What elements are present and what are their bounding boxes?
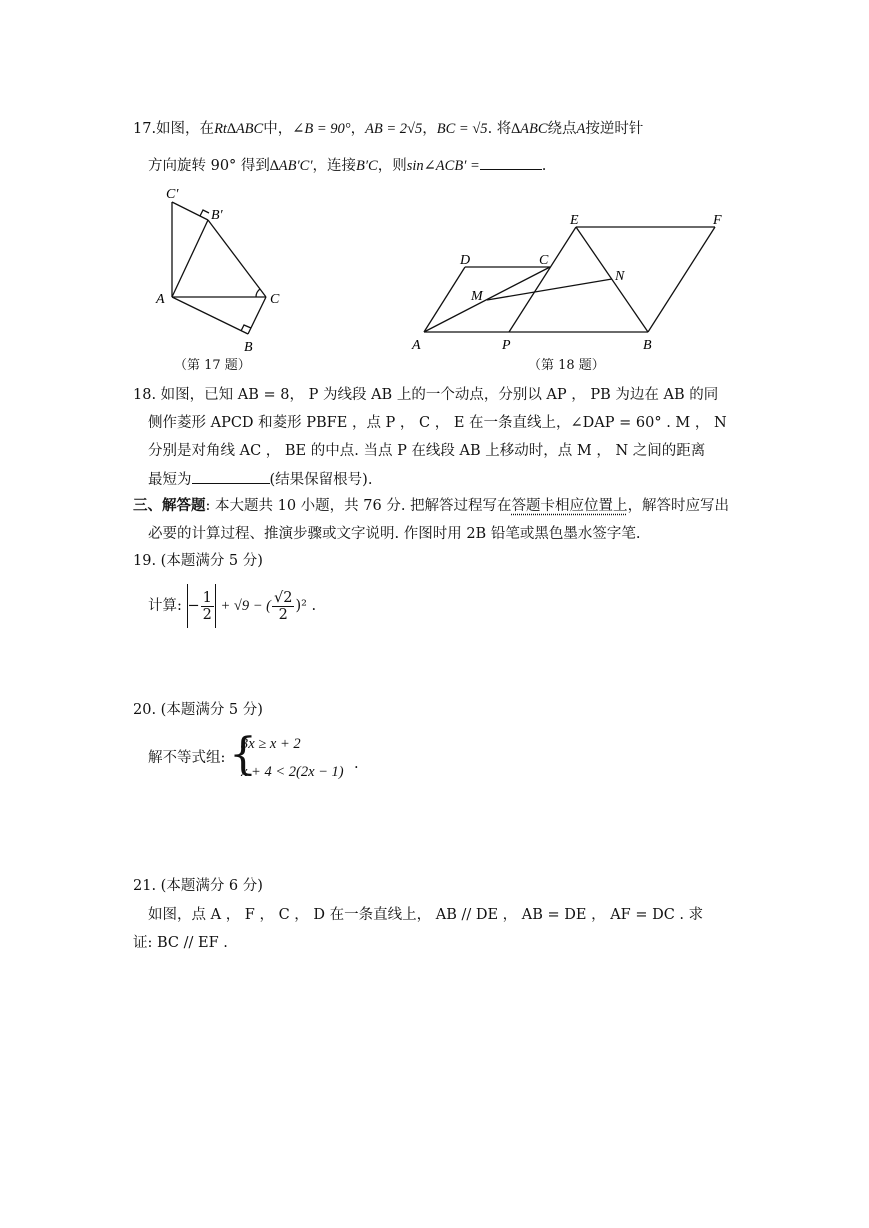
section-3-line-2: 必要的计算过程、推演步骤或文字说明. 作图时用 2B 铅笔或黑色墨水签字笔. [148, 526, 641, 542]
segment-B-prime-C [208, 220, 266, 297]
q19-header: 19. (本题满分 5 分) [133, 553, 263, 569]
q17-text: . [541, 158, 547, 174]
q17-math: BC = √5 [436, 121, 488, 137]
label-B: B [244, 340, 253, 354]
figure-17-caption: （第 17 题） [174, 358, 251, 373]
q17-text: 绕点 [547, 121, 577, 137]
q17-math: A [576, 121, 586, 137]
q17-math: ∠B = 90° [292, 121, 351, 137]
q20-prefix: 解不等式组: [148, 750, 226, 766]
q17-math: B′C [356, 158, 378, 174]
q19-tail: )² . [295, 598, 317, 614]
inequality-1: 3x ≥ x + 2 [241, 736, 301, 752]
label-A: A [156, 292, 165, 307]
q17-line-1 [133, 119, 643, 139]
label-C: C [270, 292, 280, 307]
minus-sign: − [187, 598, 200, 614]
q17-math: ∆ABC [511, 121, 548, 137]
section-heading: 三、解答题 [133, 497, 206, 514]
q17-math: Rt∆ABC [214, 121, 264, 137]
inequality-2: x + 4 < 2(2x − 1) [241, 764, 344, 780]
figure-18 [405, 208, 735, 358]
segment-A-B-prime [172, 220, 208, 297]
q17-text: ，则 [377, 158, 407, 174]
q18-line-4 [148, 469, 372, 490]
section-text: ，解答时应写出 [627, 498, 730, 514]
q18-line-3: 分别是对角线 AC ， BE 的中点. 当点 P 在线段 AB 上移动时，点 M ， N 之间的距离 [148, 443, 706, 459]
label-B-prime: B′ [211, 208, 223, 223]
q21-header: 21. (本题满分 6 分) [133, 878, 263, 894]
section-text: : 本大题共 10 小题，共 76 分. 把解答过程写在 [205, 498, 512, 514]
label-N: N [615, 269, 625, 284]
q17-math: sin∠ACB′ = [406, 158, 480, 174]
q18-text: 最短为 [148, 472, 192, 488]
label-P: P [502, 338, 511, 353]
section-3-intro [133, 496, 729, 516]
segment-PE [509, 227, 576, 332]
q17-text: 按逆时针 [585, 121, 644, 137]
q17-text: 方向旋转 90° 得到 [148, 158, 270, 174]
label-A: A [412, 338, 421, 353]
q19-mid: + √9 − ( [220, 598, 271, 614]
figure-18-caption: （第 18 题） [528, 358, 605, 373]
label-C: C [539, 253, 549, 268]
segment-AB [172, 297, 248, 334]
right-angle-mark-B-prime [200, 210, 209, 216]
label-M: M [471, 289, 483, 304]
abs-bar-right [215, 584, 216, 628]
system-brace: { [229, 729, 257, 780]
q21-line-1: 如图，点 A ， F ， C ， D 在一条直线上， AB // DE ， AB = DE ， AF = DC . 求 [148, 907, 704, 923]
q17-line-2 [148, 155, 546, 176]
numerator: √2 [273, 589, 293, 606]
q17-text: . 将 [487, 121, 512, 137]
segment-FB [648, 227, 715, 332]
angle-arc-C [256, 289, 260, 297]
label-C-prime: C′ [166, 187, 179, 202]
q17-text: ， [350, 121, 366, 137]
q17-text: ，连接 [312, 158, 357, 174]
label-F: F [713, 213, 722, 228]
q21-line-2: 证: BC // EF . [133, 935, 228, 951]
fraction-root2-over-2 [272, 590, 294, 623]
q18-text: (结果保留根号). [269, 472, 373, 488]
figure-17 [150, 182, 290, 354]
q19-prefix: 计算: [148, 598, 182, 614]
fraction-one-half [201, 590, 214, 623]
q17-math: AB = 2√5 [365, 121, 423, 137]
q20-dot: . [354, 756, 359, 772]
q17-text: 中， [263, 121, 293, 137]
emphasis-text: 答题卡相应位置上 [511, 498, 628, 514]
q18-line-2: 侧作菱形 APCD 和菱形 PBFE ，点 P ， C ， E 在一条直线上，∠DAP = 60° . M ， N [148, 415, 727, 431]
segment-AD [424, 267, 465, 332]
q17-text: 17.如图，在 [133, 121, 215, 137]
denominator: 2 [202, 606, 212, 623]
numerator: 1 [202, 589, 212, 606]
q17-math: ∆AB′C′ [269, 158, 313, 174]
answer-blank [480, 155, 542, 170]
q17-text: ， [422, 121, 437, 137]
label-D: D [460, 253, 471, 268]
label-E: E [570, 213, 579, 228]
q20-header: 20. (本题满分 5 分) [133, 702, 263, 718]
label-B: B [643, 338, 652, 353]
answer-blank [192, 469, 270, 484]
denominator: 2 [278, 606, 288, 623]
q18-line-1: 18. 如图，已知 AB = 8， P 为线段 AB 上的一个动点，分别以 AP ， PB 为边在 AB 的同 [133, 387, 719, 403]
q19-expression [148, 584, 316, 628]
